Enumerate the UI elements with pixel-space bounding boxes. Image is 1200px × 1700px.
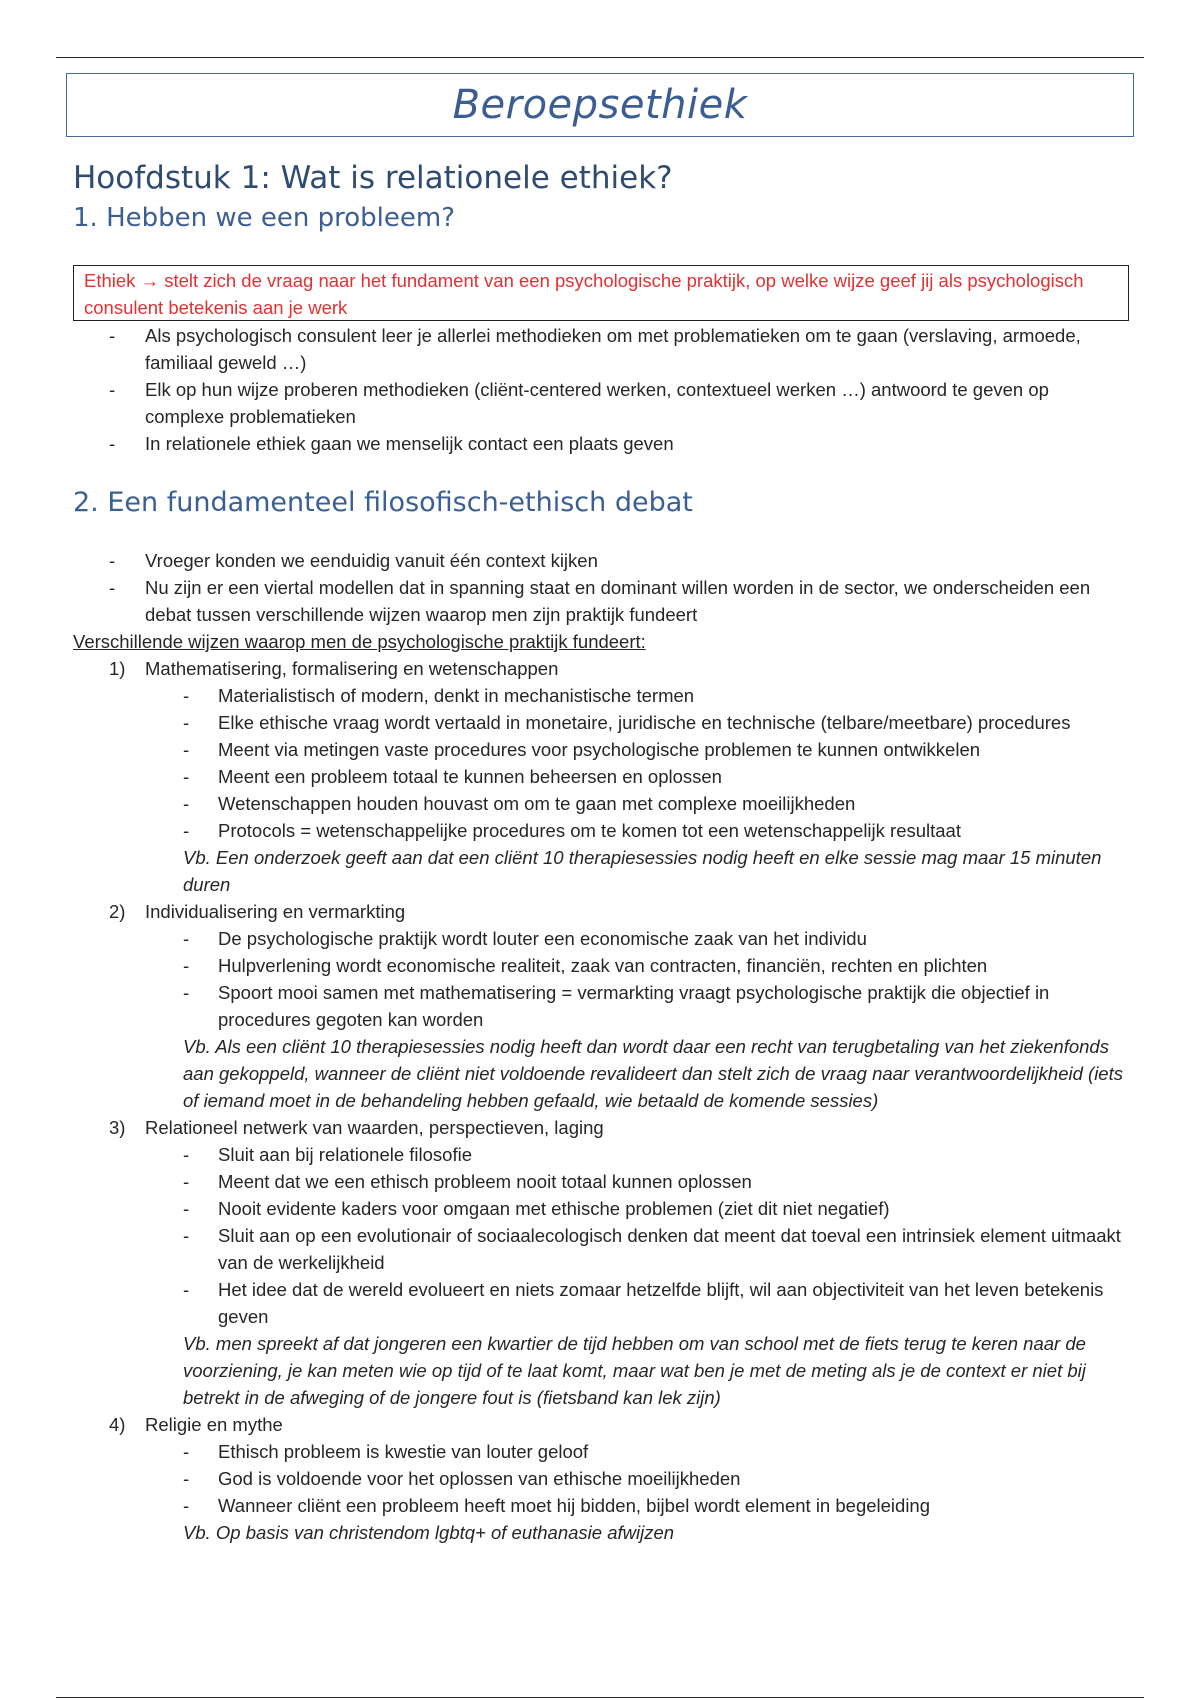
example-text: Vb. Op basis van christendom lgbtq+ of euthanasie afwijzen (183, 1522, 675, 1543)
document-title-box (66, 73, 1134, 137)
item-number: 1) (109, 658, 126, 679)
sub-list-item: - Meent dat we een ethisch probleem nooit totaal kunnen oplossen (73, 1168, 1133, 1195)
sub-list-item: - Meent een probleem totaal te kunnen beheersen en oplossen (73, 763, 1133, 790)
definition-text: Ethiek → stelt zich de vraag naar het fundament van een psychologische praktijk, op welke wijze geef jij als psychologisch consulent betekenis aan je werk (84, 270, 1084, 318)
sub-list-item: - Hulpverlening wordt economische realiteit, zaak van contracten, financiën, rechten en plichten (73, 952, 1133, 979)
sub-list-item: - Protocols = wetenschappelijke procedures om te komen tot een wetenschappelijk resultaat (73, 817, 1133, 844)
list-item: - In relationele ethiek gaan we menselijk contact een plaats geven (73, 430, 1133, 457)
example-text: Vb. Een onderzoek geeft aan dat een cliënt 10 therapiesessies nodig heeft en elke sessie mag maar 15 minuten duren (183, 847, 1102, 895)
sub-list-item: - Sluit aan bij relationele filosofie (73, 1141, 1133, 1168)
bottom-rule (56, 1697, 1144, 1698)
numbered-item-4 (73, 1411, 1133, 1438)
sub-list-item: - God is voldoende voor het oplossen van ethische moeilijkheden (73, 1465, 1133, 1492)
example-text: Vb. men spreekt af dat jongeren een kwartier de tijd hebben om van school met de fiets terug te keren naar de voorziening, je kan meten wie op tijd of te laat komt, maar wat ben je met de meting als je de context er niet bij betrekt in de afweging of de jongere fout is (fietsband kan lek zijn) (183, 1333, 1086, 1408)
item-title: Individualisering en vermarkting (145, 901, 406, 922)
sub-list-item: - Wanneer cliënt een probleem heeft moet hij bidden, bijbel wordt element in begeleiding (73, 1492, 1133, 1519)
sub-list-item: - De psychologische praktijk wordt louter een economische zaak van het individu (73, 925, 1133, 952)
list-item: - Nu zijn er een viertal modellen dat in spanning staat en dominant willen worden in de sector, we onderscheiden een debat tussen verschillende wijzen waarop men zijn praktijk fundeert (73, 574, 1133, 628)
sub-list-item: - Spoort mooi samen met mathematisering = vermarkting vraagt psychologische praktijk die objectief in procedures gegoten kan worden (73, 979, 1133, 1033)
item-number: 3) (109, 1117, 126, 1138)
sub-list-item: - Nooit evidente kaders voor omgaan met ethische problemen (ziet dit niet negatief) (73, 1195, 1133, 1222)
section-2-title: 2. Een fundamenteel filosofisch-ethisch debat (73, 487, 693, 518)
chapter-title: Hoofdstuk 1: Wat is relationele ethiek? (73, 160, 673, 196)
example-text: Vb. Als een cliënt 10 therapiesessies nodig heeft dan wordt daar een recht van terugbetaling van het ziekenfonds aan gekoppeld, wanneer de cliënt niet voldoende revalideert dan stelt zich de vraag naar verantwoordelijkheid (iets of iemand moet in de behandeling hebben gefaald, wie betaald de komende sessies) (183, 1036, 1123, 1111)
item-title: Religie en mythe (145, 1414, 283, 1435)
item-number: 4) (109, 1414, 126, 1435)
list-item: - Als psychologisch consulent leer je allerlei methodieken om met problematieken om te gaan (verslaving, armoede, familiaal geweld …) (73, 322, 1133, 376)
sub-list-item: - Elke ethische vraag wordt vertaald in monetaire, juridische en technische (telbare/meetbare) procedures (73, 709, 1133, 736)
list-item: - Elk op hun wijze proberen methodieken (cliënt-centered werken, contextueel werken …) antwoord te geven op complexe problematieken (73, 376, 1133, 430)
sub-list-item: - Sluit aan op een evolutionair of sociaalecologisch denken dat meent dat toeval een intrinsiek element uitmaakt van de werkelijkheid (73, 1222, 1133, 1276)
item-title: Mathematisering, formalisering en wetenschappen (145, 658, 559, 679)
numbered-item-1 (73, 655, 1133, 682)
numbered-item-2 (73, 898, 1133, 925)
sub-list-item: - Meent via metingen vaste procedures voor psychologische problemen te kunnen ontwikkelen (73, 736, 1133, 763)
top-rule (56, 57, 1144, 58)
sub-list-item: - Het idee dat de wereld evolueert en niets zomaar hetzelfde blijft, wil aan objectiviteit van het leven betekenis geven (73, 1276, 1133, 1330)
sub-list-item: - Wetenschappen houden houvast om om te gaan met complexe moeilijkheden (73, 790, 1133, 817)
item-title: Relationeel netwerk van waarden, perspectieven, laging (145, 1117, 604, 1138)
definition-box (73, 265, 1129, 321)
list-item: - Vroeger konden we eenduidig vanuit één context kijken (73, 547, 1133, 574)
numbered-item-3 (73, 1114, 1133, 1141)
sub-list-item: - Materialistisch of modern, denkt in mechanistische termen (73, 682, 1133, 709)
item-number: 2) (109, 901, 126, 922)
document-title: Beroepsethiek (452, 82, 748, 128)
section-2-subheading: Verschillende wijzen waarop men de psychologische praktijk fundeert: (73, 631, 646, 652)
section-1-title: 1. Hebben we een probleem? (73, 203, 456, 233)
sub-list-item: - Ethisch probleem is kwestie van louter geloof (73, 1438, 1133, 1465)
section-2-content (73, 547, 1133, 1546)
section-1-content (73, 322, 1133, 457)
